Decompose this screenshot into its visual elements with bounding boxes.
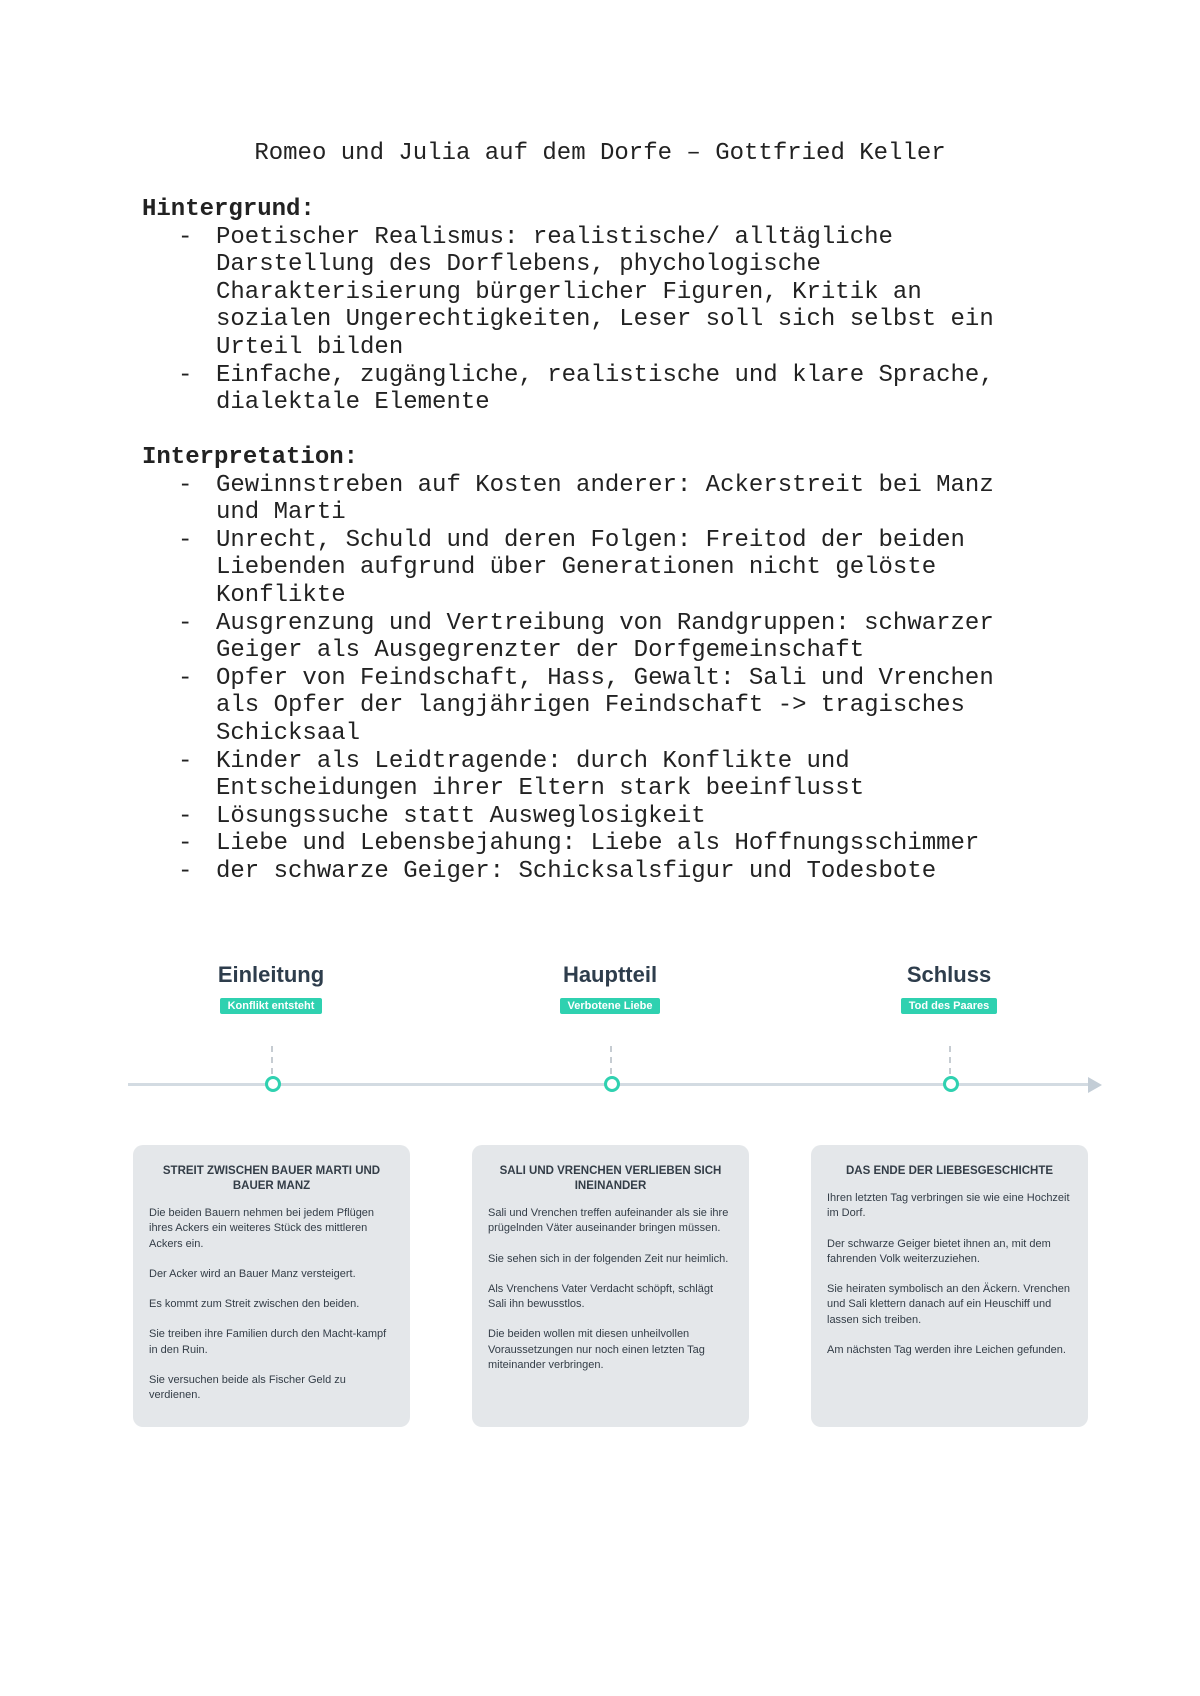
stage-card-einleitung — [133, 1145, 410, 1427]
stage-badge: Tod des Paares — [901, 998, 998, 1014]
arrow-right-icon — [1088, 1077, 1102, 1093]
card-paragraph: Am nächsten Tag werden ihre Leichen gefunden. — [827, 1344, 1066, 1357]
document-title: Romeo und Julia auf dem Dorfe – Gottfried Keller — [254, 140, 946, 167]
list-item: - Lösungssuche statt Ausweglosigkeit — [178, 802, 706, 830]
section-interpretation — [142, 444, 1042, 886]
dash-bullet-icon: - — [178, 526, 193, 554]
card-paragraph: Sie sehen sich in der folgenden Zeit nur heimlich. — [488, 1252, 729, 1265]
timeline-dot-icon — [604, 1076, 620, 1092]
list-item: - Ausgrenzung und Vertreibung von Randgruppen: schwarzer Geiger als Ausgegrenzter der Dorfgemeinschaft — [178, 609, 994, 665]
stage-title: Schluss — [906, 962, 992, 987]
card-paragraph: Die beiden wollen mit diesen unheilvollen Voraussetzungen nur noch einen letzten Tag miteinander verbringen. — [488, 1328, 705, 1372]
dash-bullet-icon: - — [178, 747, 193, 775]
card-paragraph: Ihren letzten Tag verbringen sie wie eine Hochzeit im Dorf. — [827, 1192, 1070, 1220]
list-item: - Gewinnstreben auf Kosten anderer: Ackerstreit bei Manz und Marti — [178, 471, 994, 527]
stage-schluss — [829, 960, 1069, 1014]
dash-bullet-icon: - — [178, 223, 193, 251]
card-paragraph: Es kommt zum Streit zwischen den beiden. — [149, 1298, 360, 1311]
dashed-connector — [610, 1046, 612, 1074]
section-heading: Hintergrund: — [142, 196, 315, 223]
card-paragraph: Der Acker wird an Bauer Manz versteigert. — [149, 1267, 356, 1280]
list-item: - Kinder als Leidtragende: durch Konflikte und Entscheidungen ihrer Eltern stark beeinflusst — [178, 747, 865, 803]
stage-badge: Konflikt entsteht — [220, 998, 323, 1014]
timeline-dot-icon — [943, 1076, 959, 1092]
card-title: DAS ENDE DER LIEBESGESCHICHTE — [845, 1165, 1054, 1177]
dash-bullet-icon: - — [178, 830, 193, 858]
dash-bullet-icon: - — [178, 609, 193, 637]
card-paragraph: Der schwarze Geiger bietet ihnen an, mit dem fahrenden Volk weiterzuziehen. — [827, 1237, 1051, 1265]
stage-einleitung — [151, 960, 391, 1014]
dash-bullet-icon: - — [178, 471, 193, 499]
stage-hauptteil — [490, 960, 730, 1014]
list-item: - Unrecht, Schuld und deren Folgen: Freitod der beiden Liebenden aufgrund über Generationen nicht gelöste Konflikte — [178, 526, 965, 609]
list-item: - der schwarze Geiger: Schicksalsfigur und Todesbote — [178, 857, 937, 885]
stage-card-hauptteil — [472, 1145, 749, 1427]
section-heading: Interpretation: — [142, 444, 359, 471]
timeline-dot-icon — [265, 1076, 281, 1092]
card-paragraph: Sie treiben ihre Familien durch den Macht-kampf in den Ruin. — [149, 1328, 387, 1356]
card-paragraph: Sie versuchen beide als Fischer Geld zu verdienen. — [149, 1374, 346, 1402]
dashed-connector — [949, 1046, 951, 1074]
card-title: SALI UND VRENCHEN VERLIEBEN SICH INEINANDER — [499, 1165, 722, 1192]
bullet-list — [142, 472, 1042, 886]
stage-card-schluss — [811, 1145, 1088, 1427]
dash-bullet-icon: - — [178, 664, 193, 692]
stage-title: Hauptteil — [562, 962, 658, 987]
section-hintergrund — [142, 196, 1042, 417]
card-paragraph: Sie heiraten symbolisch an den Äckern. Vrenchen und Sali klettern danach auf ein Heuschiff und lassen sich treiben. — [827, 1283, 1070, 1326]
card-paragraph: Als Vrenchens Vater Verdacht schöpft, schlägt Sali ihn bewusstlos. — [488, 1282, 714, 1311]
list-item: - Einfache, zugängliche, realistische und klare Sprache, dialektale Elemente — [178, 361, 994, 417]
stage-badge: Verbotene Liebe — [560, 998, 661, 1014]
stage-title: Einleitung — [217, 962, 325, 987]
dash-bullet-icon: - — [178, 361, 193, 389]
list-item: - Liebe und Lebensbejahung: Liebe als Hoffnungsschimmer — [178, 830, 980, 858]
bullet-list — [142, 224, 1042, 417]
dash-bullet-icon: - — [178, 802, 193, 830]
list-item: - Opfer von Feindschaft, Hass, Gewalt: Sali und Vrenchen als Opfer der langjährigen Feindschaft -> tragisches Schicksaal — [178, 664, 994, 747]
list-item: - Poetischer Realismus: realistische/ alltägliche Darstellung des Dorflebens, phychologische Charakterisierung bürgerlicher Figuren, Kritik an sozialen Ungerechtigkeiten, Leser soll sich selbst ein Urteil bilden — [178, 223, 994, 361]
dash-bullet-icon: - — [178, 857, 193, 885]
card-paragraph: Die beiden Bauern nehmen bei jedem Pflügen ihres Ackers ein weiteres Stück des mittleren Ackers ein. — [149, 1207, 375, 1250]
card-title: STREIT ZWISCHEN BAUER MARTI UND BAUER MANZ — [162, 1165, 381, 1192]
card-paragraph: Sali und Vrenchen treffen aufeinander als sie ihre prügelnden Väter auseinander bringen müssen. — [488, 1207, 729, 1235]
dashed-connector — [271, 1046, 273, 1074]
